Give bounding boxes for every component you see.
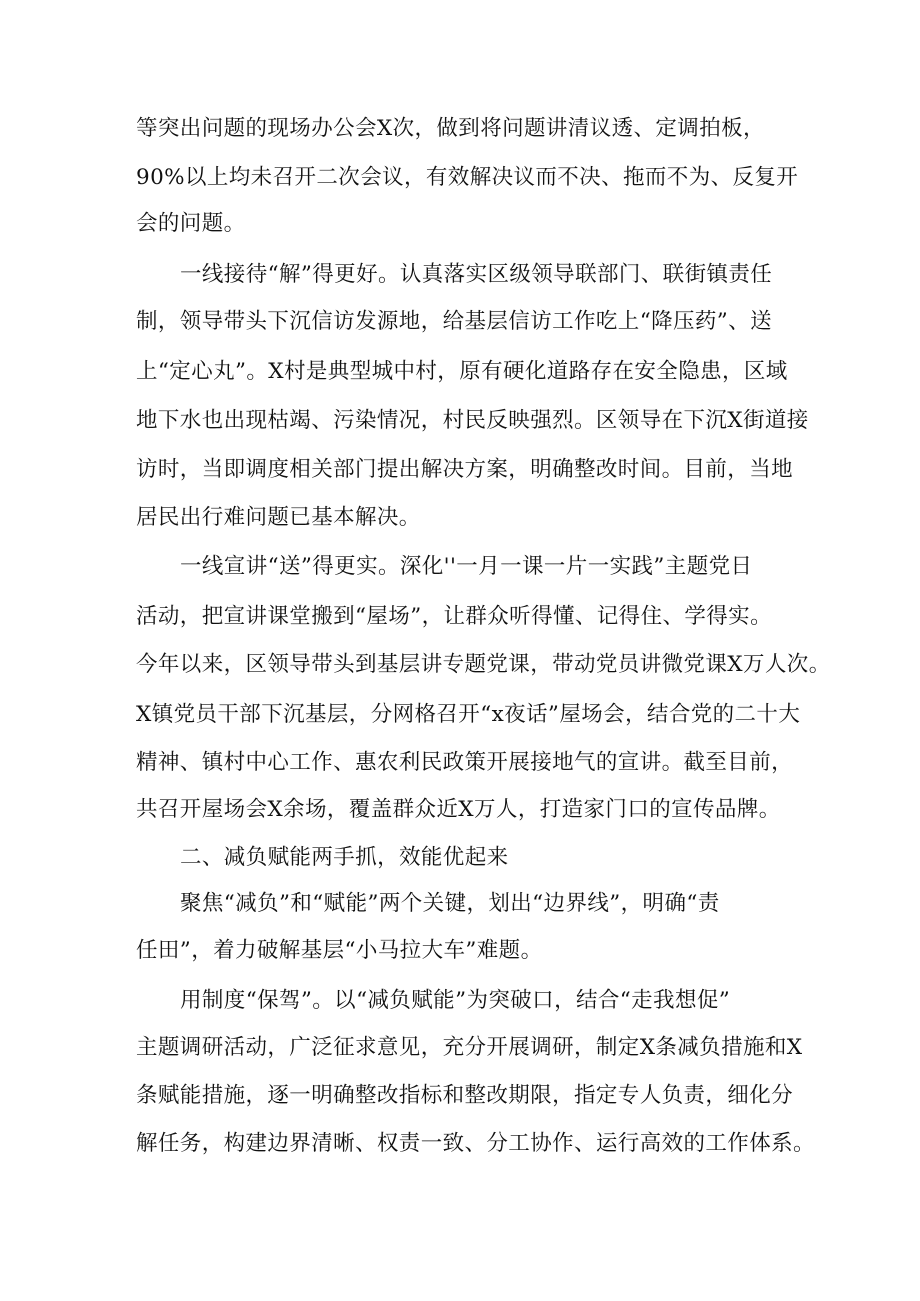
text-line: X镇党员干部下沉基层，分网格召开“x夜话”屋场会，结合党的二十大 [136, 702, 801, 727]
text-line: 精神、镇村中心工作、惠农利民政策开展接地气的宣讲。截至目前， [136, 750, 794, 775]
text-line: 90%以上均未召开二次会议，有效解决议而不决、拖而不为、反复开 [136, 165, 799, 190]
text-line: 主题调研活动，广泛征求意见，充分开展调研，制定X条减负措施和X [136, 1035, 803, 1060]
text-line: 会的问题。 [136, 211, 246, 236]
text-line: 访时，当即调度相关部门提出解决方案，明确整改时间。目前，当地 [136, 457, 794, 482]
text-line: 居民出行难问题已基本解决。 [136, 505, 421, 530]
text-line: 制，领导带头下沉信访发源地，给基层信访工作吃上“降压药”、送 [136, 309, 772, 334]
paragraph-heading-reception: 一线接待“解”得更好。认真落实区级领导联部门、联街镇责任 [180, 262, 773, 287]
text-line: 聚焦“减负”和“赋能”两个关键，划出“边界线”，明确“责 [180, 891, 720, 916]
paragraph-heading-system: 用制度“保驾”。以“减负赋能”为突破口，结合“走我想促” [180, 988, 731, 1013]
paragraph-heading-lecture: 一线宣讲“送”得更实。深化''一月一课一片一实践”主题党日 [180, 554, 753, 579]
text-line: 上“定心丸”。X村是典型城中村，原有硬化道路存在安全隐患，区域 [136, 359, 788, 384]
text-line: 条赋能措施，逐一明确整改指标和整改期限，指定专人负责，细化分 [136, 1083, 794, 1108]
text-line: 解任务，构建边界清晰、权责一致、分工协作、运行高效的工作体系。 [136, 1131, 815, 1156]
text-line: 等突出问题的现场办公会X次，做到将问题讲清议透、定调拍板， [136, 116, 765, 141]
text-line: 共召开屋场会X余场，覆盖群众近X万人，打造家门口的宣传品牌。 [136, 797, 781, 822]
text-line: 今年以来，区领导带头到基层讲专题党课，带动党员讲微党课X万人次。 [136, 652, 831, 677]
section-heading: 二、减负赋能两手抓，效能优起来 [180, 845, 509, 870]
text-line: 任田”，着力破解基层“小马拉大车”难题。 [136, 938, 543, 963]
text-line: 地下水也出现枯竭、污染情况，村民反映强烈。区领导在下沉X街道接 [136, 408, 809, 433]
text-line: 活动，把宣讲课堂搬到“屋场”，让群众听得懂、记得住、学得实。 [136, 604, 772, 629]
